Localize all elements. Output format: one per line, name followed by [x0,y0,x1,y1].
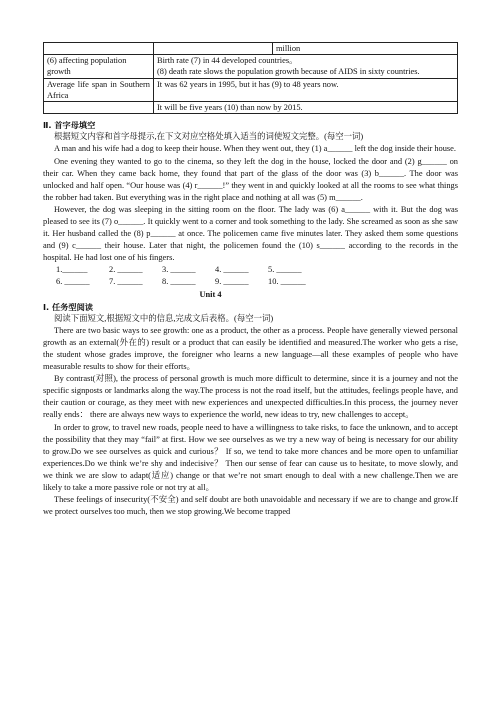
table-cell [154,55,458,78]
table-cell [154,43,273,55]
table-cell: It will be five years (10) than now by 2015. [154,102,458,114]
answer-blank[interactable]: 8. ______ [162,277,196,287]
table-cell [44,102,154,114]
table-row [44,43,458,55]
answer-blank[interactable]: 6. ______ [56,277,90,287]
unit-title: Unit 4 [199,289,222,299]
passage-paragraph: A man and his wife had a dog to keep their house. When they went out, they (1) a______ left the dog inside their house. [54,144,456,154]
table-cell: It was 62 years in 1995, but it has (9) to 48 years now. [154,78,458,101]
answer-blank[interactable]: 5. ______ [268,265,302,275]
passage-paragraph: One evening they wanted to go to the cinema, so they left the dog in the house, locked the door and (2) g______ on their car. When they came back home, they found that part of the glass of the door was (3) b______. The door was unlocked and half open. “Our house was (4) r______!” they went in and quickly looked at all the rooms to see what things the robber had taken. But everything was in the right place and nothing at all was (5) m______. [43,156,458,202]
table-row [44,55,458,78]
passage-paragraph: By contrast(对照), the process of personal growth is much more difficult to determine, since it is a journey and not the specific signposts or landmarks along the way.The process is not the road itself, but the attitudes, feelings people have, and their caution or courage, as they meet with new experiences and unexpected difficulties.In this process, the journey never really ends： there are always new ways to experience the world, new ideas to try, new challenges to accept。 [43,374,458,420]
answer-blank[interactable]: 3. ______ [162,265,196,275]
answer-blank[interactable]: 4. ______ [215,265,249,275]
answer-blank[interactable]: 7. ______ [109,277,143,287]
answer-blank[interactable]: 2. ______ [109,265,143,275]
section-instruction: 阅读下面短文,根据短文中的信息,完成文后表格。(每空一词) [54,313,274,323]
table-cell: million [273,43,458,55]
answer-table [43,42,458,114]
worksheet-page [43,42,458,518]
table-cell-line: (8) death rate slows the population growth because of AIDS in sixty countries. [157,67,420,77]
passage-paragraph: In order to grow, to travel new roads, people need to have a willingness to take risks, to face the unknown, and to accept the possibility that they may “fail” at first. How we see ourselves as we try a new way of being is necessary for our ability to grow.Do we see ourselves as quick and curious？ If so, we tend to take more chances and be more open to unfamiliar experiences.Do we think we’re shy and indecisive？ Then our sense of fear can cause us to hesitate, to move slowly, and we think we are slow to adapt(适应) change or that we’re not smart enough to deal with a new challenge.Then we are likely to take a more passive role or not try at all。 [43,422,458,493]
section-instruction: 根据短文内容和首字母提示,在下文对应空格处填入适当的词使短文完整。(每空一词) [54,132,364,142]
answer-blank[interactable]: 10. ______ [268,277,306,287]
passage-paragraph: However, the dog was sleeping in the sitting room on the floor. The lady was (6) a______ with it. But the dog was pleased to see its (7) o______. It quickly went to a corner and took something to the lady. She screamed as soon as she saw it. Her husband called the (8) p______ at once. The policemen came five minutes later. They asked them some questions and (9) c______ their house. Later that night, the policemen found the (10) s______ according to the records in the hospital. He had lost one of his fingers. [43,204,458,263]
section-heading: Ⅱ. 首字母填空 [43,120,96,131]
table-row [44,102,458,114]
passage-paragraph: These feelings of insecurity(不安全) and self doubt are both unavoidable and necessary if we are to change and grow.If we protect ourselves too much, then we stop growing.We become trapped [43,495,458,517]
answer-blanks [43,264,458,288]
passage-paragraph: There are two basic ways to see growth: one as a product, the other as a process. People have generally viewed personal growth as an external(外在的) result or a product that can easily be identified and measured.The worker who gets a rise, the student whose grades improve, the foreigner who learns a new language—all these examples of people who have measurable results to show for their efforts。 [43,325,458,372]
table-cell [44,43,154,55]
table-row [44,78,458,101]
answer-blank[interactable]: 9. ______ [215,277,249,287]
section-heading: Ⅰ. 任务型阅读 [43,301,93,312]
table-cell: Average life span in Southern Africa [44,78,154,101]
table-cell: (6) affecting population growth [44,55,154,78]
answer-blank[interactable]: 1.______ [56,265,88,275]
table-cell-line: Birth rate (7) in 44 developed countries。 [157,56,298,66]
